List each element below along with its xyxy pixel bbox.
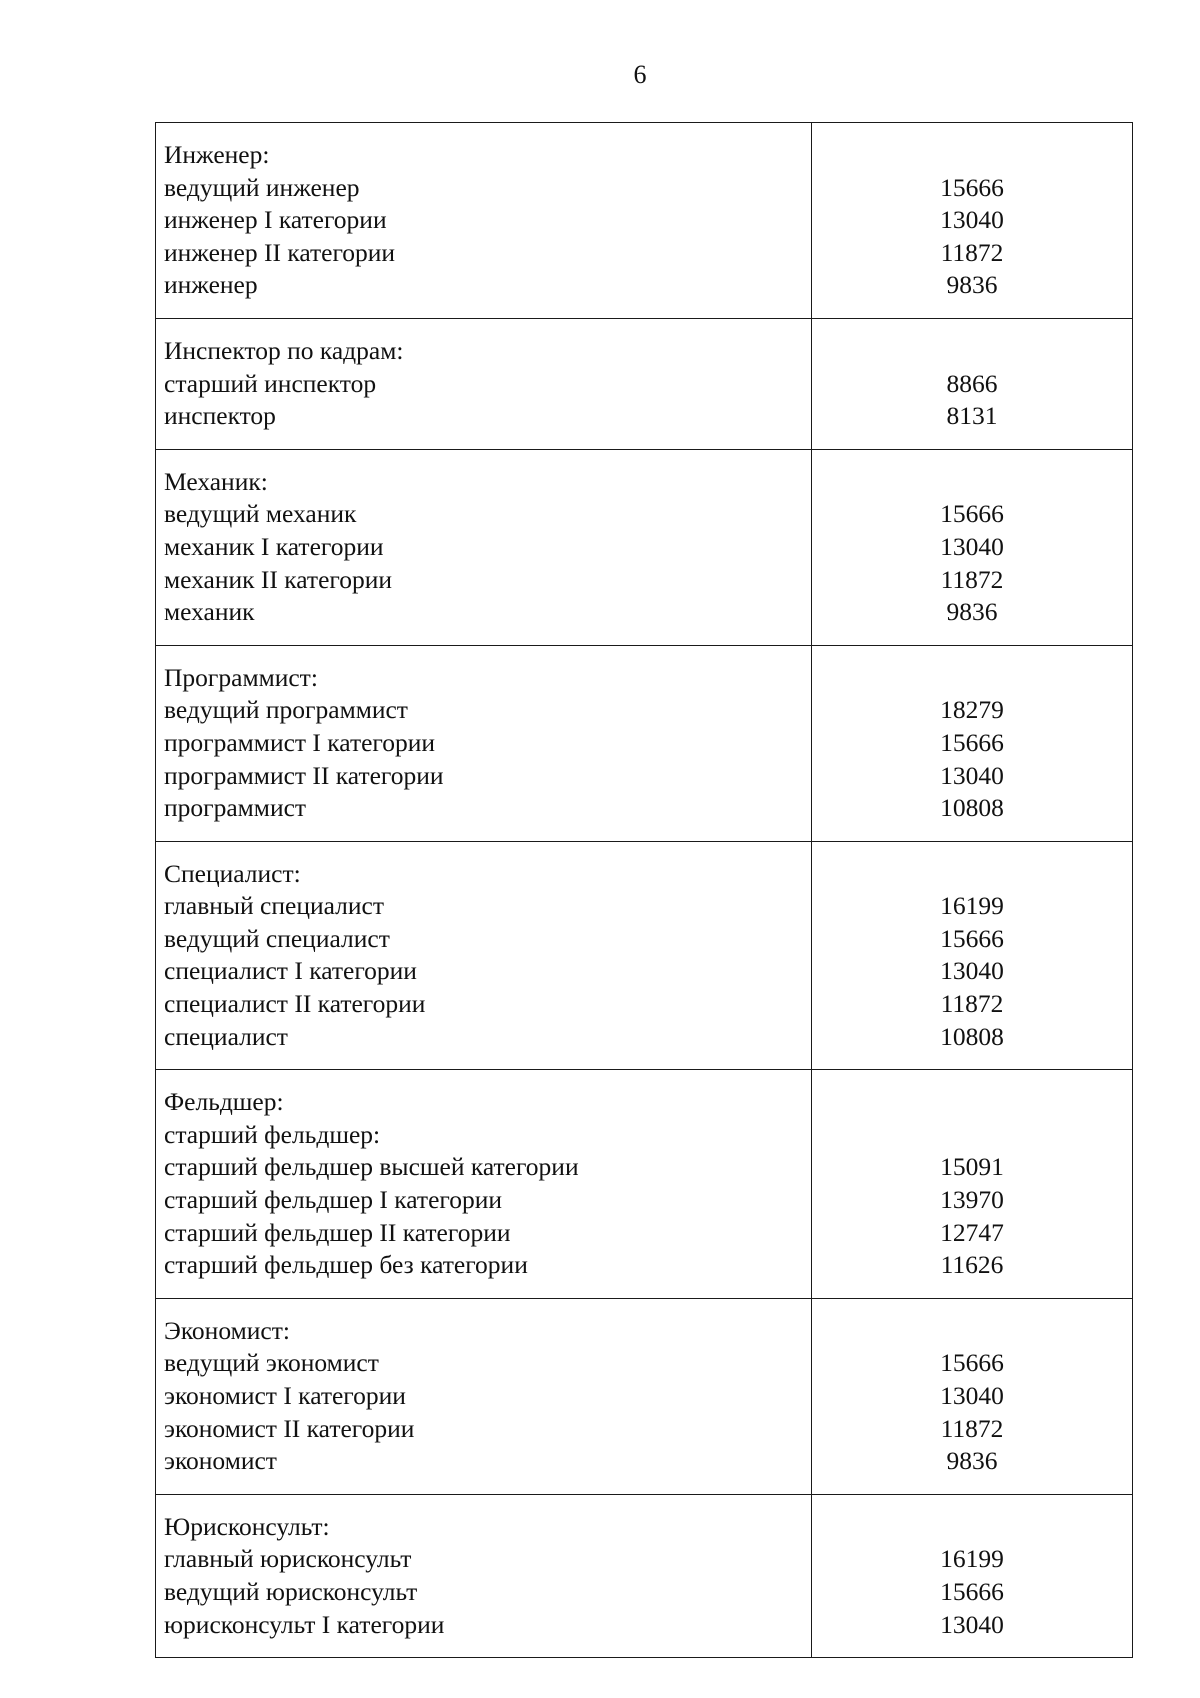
salary-value: 10808 [940, 793, 1004, 823]
value-spacer [820, 1119, 1124, 1152]
salary-value: 13040 [940, 1381, 1004, 1410]
position-group-row [156, 123, 1133, 319]
position-titles-cell [156, 1070, 812, 1299]
salary-value: 11626 [940, 1250, 1004, 1280]
salary-value: 11872 [940, 989, 1004, 1019]
salary-table-body [156, 123, 1133, 1658]
position-group-row [156, 1298, 1133, 1494]
salary-value: 15666 [940, 923, 1004, 953]
value-spacer [820, 1511, 1124, 1544]
position-title: старший фельдшер высшей категории [164, 1152, 579, 1182]
salary-value: 15666 [940, 727, 1004, 757]
salary-value: 8866 [946, 368, 998, 398]
salary-table [155, 122, 1133, 1658]
salary-value: 12747 [940, 1217, 1004, 1247]
position-title: экономист [164, 1446, 277, 1476]
position-title: механик [164, 597, 255, 627]
salary-values-cell [812, 318, 1133, 449]
salary-value: 9836 [946, 597, 998, 627]
position-title: главный специалист [164, 891, 384, 921]
position-titles-cell [156, 1298, 812, 1494]
group-heading: Инспектор по кадрам: [164, 335, 404, 365]
position-titles-cell [156, 318, 812, 449]
page-number: 6 [633, 60, 647, 89]
salary-value: 13040 [940, 1609, 1004, 1639]
position-title: ведущий юрисконсульт [164, 1576, 418, 1606]
position-title: механик II категории [164, 564, 393, 594]
position-title: ведущий механик [164, 499, 357, 529]
salary-value: 13040 [940, 531, 1004, 561]
salary-value: 11872 [940, 237, 1004, 267]
position-title: специалист [164, 1021, 288, 1051]
position-title: ведущий программист [164, 695, 408, 725]
position-title: программист [164, 793, 307, 823]
position-titles-cell [156, 123, 812, 319]
group-subheading: старший фельдшер: [164, 1119, 381, 1149]
position-title: специалист II категории [164, 989, 426, 1019]
group-heading: Программист: [164, 662, 318, 692]
salary-value: 10808 [940, 1021, 1004, 1051]
position-title: экономист I категории [164, 1381, 406, 1410]
salary-value: 9836 [946, 1446, 998, 1476]
salary-value: 13040 [940, 956, 1004, 986]
salary-value: 8131 [946, 401, 998, 431]
salary-value: 13040 [940, 205, 1004, 235]
position-titles-cell [156, 449, 812, 645]
salary-value: 18279 [940, 695, 1004, 725]
value-spacer [820, 1086, 1124, 1119]
position-title: программист I категории [164, 727, 436, 757]
position-title: инженер [164, 270, 258, 300]
position-title: главный юрисконсульт [164, 1544, 412, 1574]
salary-values-cell [812, 449, 1133, 645]
position-title: инженер I категории [164, 205, 387, 235]
group-heading: Экономист: [164, 1315, 290, 1345]
position-group-row [156, 645, 1133, 841]
salary-value: 13970 [940, 1185, 1004, 1215]
salary-value: 11872 [940, 1413, 1004, 1443]
salary-values-cell [812, 123, 1133, 319]
group-heading: Фельдшер: [164, 1087, 284, 1117]
position-group-row [156, 841, 1133, 1070]
position-title: экономист II категории [164, 1413, 415, 1443]
position-title: старший фельдшер I категории [164, 1185, 502, 1215]
salary-value: 15666 [940, 1576, 1004, 1606]
salary-value: 15666 [940, 172, 1004, 202]
position-group-row [156, 449, 1133, 645]
value-spacer [820, 662, 1124, 695]
value-spacer [820, 1315, 1124, 1348]
position-title: старший фельдшер без категории [164, 1250, 528, 1280]
position-title: механик I категории [164, 531, 384, 561]
salary-value: 16199 [940, 891, 1004, 921]
position-title: юрисконсульт I категории [164, 1609, 445, 1639]
position-title: программист II категории [164, 760, 444, 790]
group-heading: Юрисконсульт: [164, 1511, 330, 1541]
position-title: старший инспектор [164, 368, 377, 398]
position-title: ведущий инженер [164, 172, 360, 202]
position-group-row [156, 1494, 1133, 1657]
position-title: инспектор [164, 401, 276, 431]
group-heading: Механик: [164, 466, 268, 496]
position-titles-cell [156, 1494, 812, 1657]
position-titles-cell [156, 841, 812, 1070]
value-spacer [820, 466, 1124, 499]
group-heading: Инженер: [164, 140, 270, 169]
position-title: инженер II категории [164, 237, 396, 267]
salary-value: 15666 [940, 1348, 1004, 1378]
salary-values-cell [812, 1298, 1133, 1494]
position-title: ведущий специалист [164, 923, 390, 953]
value-spacer [820, 335, 1124, 368]
position-titles-cell [156, 645, 812, 841]
salary-value: 15666 [940, 499, 1004, 529]
salary-values-cell [812, 841, 1133, 1070]
position-group-row [156, 318, 1133, 449]
value-spacer [820, 139, 1124, 172]
salary-value: 15091 [940, 1152, 1004, 1182]
salary-value: 9836 [946, 270, 998, 300]
salary-values-cell [812, 645, 1133, 841]
position-group-row [156, 1070, 1133, 1299]
salary-value: 13040 [940, 760, 1004, 790]
salary-value: 11872 [940, 564, 1004, 594]
salary-value: 16199 [940, 1544, 1004, 1574]
value-spacer [820, 858, 1124, 891]
position-title: ведущий экономист [164, 1348, 379, 1378]
salary-values-cell [812, 1070, 1133, 1299]
position-title: старший фельдшер II категории [164, 1217, 511, 1247]
salary-values-cell [812, 1494, 1133, 1657]
position-title: специалист I категории [164, 956, 417, 986]
group-heading: Специалист: [164, 858, 301, 888]
